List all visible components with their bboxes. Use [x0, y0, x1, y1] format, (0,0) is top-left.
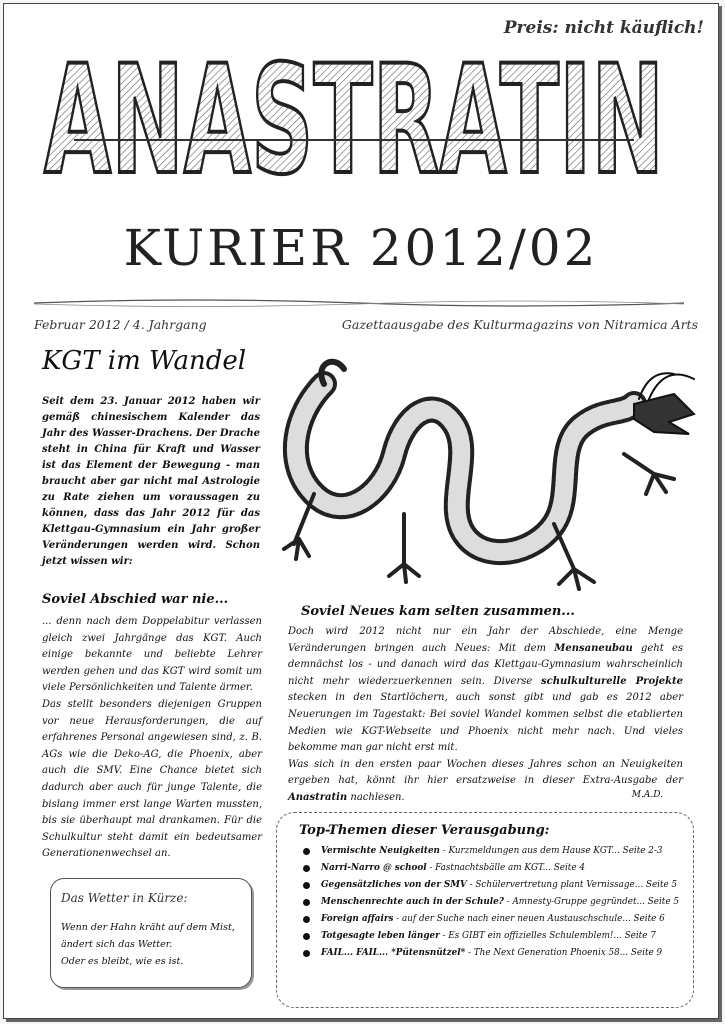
- weather-box: [50, 878, 252, 988]
- bullet-icon: [303, 848, 310, 855]
- topic-item: Narri-Narro @ school - Fastnachtsbälle am KGT... Seite 4: [299, 860, 679, 877]
- abschied-text: [42, 614, 262, 863]
- bullet-icon: [303, 882, 310, 889]
- masthead-title: ANASTRATIN: [44, 34, 664, 202]
- price-label: Preis: nicht käuflich!: [503, 18, 704, 38]
- bullet-icon: [303, 933, 310, 940]
- publisher-line: Gazettaausgabe des Kulturmagazins von Nitramica Arts: [341, 317, 698, 332]
- topic-item: FAIL... FAIL... *Pütensnützel* - The Next Generation Phoenix 58... Seite 9: [299, 945, 679, 962]
- topics-list: [299, 843, 679, 962]
- dragon-illustration: [254, 344, 699, 604]
- bullet-icon: [303, 950, 310, 957]
- abschied-paragraph: ... denn nach dem Doppelabitur verlassen gleich zwei Jahrgänge das KGT. Auch einige bekannte und beliebte Lehrer werden gehen und das KGT wird somit um viele Persönlichkeiten und Talente ärmer.: [42, 616, 262, 694]
- issue-subtitle: KURIER 2012/02: [123, 219, 599, 277]
- ornamental-divider: [34, 296, 684, 310]
- neues-paragraph-1: Doch wird 2012 nicht nur ein Jahr der Abschiede, eine Menge Veränderungen bringen auch Neues: Mit dem Mensaneubau geht es demnächst los - und danach wird das Klettgau-Gymnasium wahrscheinlich nicht mehr wiederzuerkennen sein. Diverse schulkulturelle Projekte stecken in den Startlöchern, auch sonst gibt und gab es 2012 aber Neuerungen im Tagestakt: Bei soviel Wandel kommen selbst die etablierten Medien wie KGT-Webseite und Phoenix nicht mehr nach. Und vieles bekomme man gar nicht erst mit.: [288, 626, 684, 754]
- section-title-neues: Soviel Neues kam selten zusammen...: [301, 604, 575, 619]
- neues-text: [288, 624, 683, 807]
- topics-title: Top-Themen dieser Verausgabung:: [299, 823, 550, 838]
- lead-article-title: KGT im Wandel: [42, 346, 247, 376]
- issue-date: Februar 2012 / 4. Jahrgang: [34, 317, 207, 332]
- weather-title: Das Wetter in Kürze:: [61, 891, 188, 905]
- lead-article-text: Seit dem 23. Januar 2012 haben wir gemäß chinesischem Kalender das Jahr des Wasser-Drachens. Der Drache steht in China für Kraft und Wasser ist das Element der Bewegung - man braucht aber gar nicht mal Astrologie zu Rate ziehen um voraussagen zu können, dass das Jahr 2012 für das Klettgau-Gymnasium ein Jahr großer Veränderungen werden wird. Schon jetzt wissen wir:: [42, 396, 260, 567]
- topic-item: Totgesagte leben länger - Es GIBT ein offizielles Schulemblem!... Seite 7: [299, 928, 679, 945]
- newsletter-page: [3, 3, 719, 1019]
- abschied-paragraph: Das stellt besonders diejenigen Gruppen vor neue Herausforderungen, die auf erfahrenes Personal angewiesen sind, z. B. AGs wie die Deko-AG, die Phoenix, aber auch die SMV. Eine Chance bietet sich dadurch aber auch für junge Talente, die bislang immer erst lange Warten mussten, bis sie überhaupt mal drankamen. Für die Schulkultur steht damit ein bedeutsamer Generationenwechsel an.: [42, 698, 262, 860]
- bullet-icon: [303, 865, 310, 872]
- bullet-icon: [303, 916, 310, 923]
- topic-item: Foreign affairs - auf der Suche nach einer neuen Austauschschule... Seite 6: [299, 911, 679, 928]
- topic-item: Vermischte Neuigkeiten - Kurzmeldungen aus dem Hause KGT... Seite 2-3: [299, 843, 679, 860]
- top-topics-box: [276, 812, 694, 1008]
- topic-item: Gegensätzliches von der SMV - Schülervertretung plant Vernissage... Seite 5: [299, 877, 679, 894]
- section-title-abschied: Soviel Abschied war nie...: [42, 592, 229, 607]
- neues-paragraph-2: Was sich in den ersten paar Wochen dieses Jahres schon an Neuigkeiten ergeben hat, könnt ihr hier ersatzweise in dieser Extra-Ausgabe der Anastratin nachlesen.: [288, 758, 683, 803]
- bullet-icon: [303, 899, 310, 906]
- topic-item: Menschenrechte auch in der Schule? - Amnesty-Gruppe gegründet... Seite 5: [299, 894, 679, 911]
- weather-text: Wenn der Hahn kräht auf dem Mist, ändert sich das Wetter. Oder es bleibt, wie es ist.: [61, 922, 235, 967]
- author-signature: M.A.D.: [631, 790, 663, 800]
- masthead-logo: [34, 22, 674, 202]
